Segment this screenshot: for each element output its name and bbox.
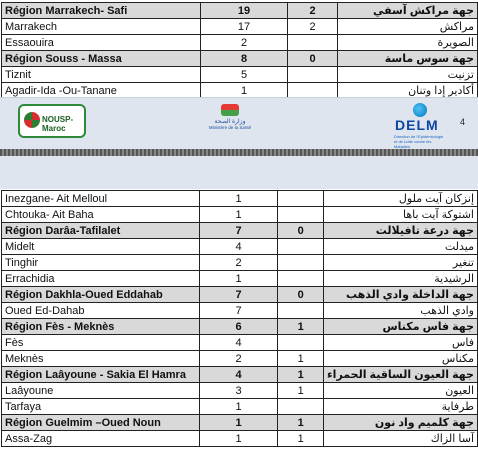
nousp-ring-icon — [24, 112, 40, 128]
place-name-cell: Inezgane- Ait Melloul — [2, 191, 200, 207]
deaths-cell — [278, 271, 324, 287]
deaths-cell: 2 — [288, 19, 338, 35]
page-separator — [0, 149, 478, 156]
place-name-ar-cell: جهة سوس ماسة — [338, 51, 478, 67]
region-row — [2, 415, 478, 431]
region-row — [2, 51, 478, 67]
place-name-cell: Région Darâa-Tafilalet — [2, 223, 200, 239]
deaths-cell — [288, 67, 338, 83]
page-header — [0, 156, 478, 189]
deaths-cell: 1 — [278, 415, 324, 431]
place-name-ar-cell: الرشيدية — [324, 271, 478, 287]
place-name-ar-cell: جهة مراكش آسفي — [338, 3, 478, 19]
place-name-ar-cell: جهة الداخلة وادي الذهب — [324, 287, 478, 303]
city-row — [2, 207, 478, 223]
place-name-ar-cell: مكناس — [324, 351, 478, 367]
total-cases-cell: 2 — [201, 35, 288, 51]
total-cases-cell: 7 — [199, 223, 278, 239]
place-name-ar-cell: جهة كلميم واد نون — [324, 415, 478, 431]
city-row — [2, 255, 478, 271]
city-row — [2, 67, 478, 83]
total-cases-cell: 1 — [199, 191, 278, 207]
ministry-emblem-icon — [221, 104, 239, 116]
place-name-ar-cell: تنغير — [324, 255, 478, 271]
city-row — [2, 351, 478, 367]
deaths-cell — [278, 255, 324, 271]
place-name-cell: Errachidia — [2, 271, 200, 287]
total-cases-cell: 4 — [199, 335, 278, 351]
city-row — [2, 35, 478, 51]
delm-logo-subtitle: Direction de l'Epidémiologie et de Lutte contre les Maladies — [394, 134, 444, 149]
city-row — [2, 383, 478, 399]
deaths-cell — [278, 207, 324, 223]
nousp-logo-text: NOUSP-Maroc — [42, 115, 74, 133]
delm-globe-icon — [413, 103, 427, 117]
total-cases-cell: 6 — [199, 319, 278, 335]
total-cases-cell: 1 — [201, 83, 288, 99]
city-row — [2, 335, 478, 351]
total-cases-cell: 7 — [199, 287, 278, 303]
total-cases-cell: 5 — [201, 67, 288, 83]
nousp-maroc-logo — [18, 104, 86, 138]
place-name-cell: Essaouira — [2, 35, 201, 51]
total-cases-cell: 4 — [199, 367, 278, 383]
place-name-ar-cell: فاس — [324, 335, 478, 351]
city-row — [2, 239, 478, 255]
cases-table-top — [1, 2, 478, 99]
deaths-cell: 1 — [278, 383, 324, 399]
place-name-cell: Chtouka- Ait Baha — [2, 207, 200, 223]
deaths-cell: 2 — [288, 3, 338, 19]
city-row — [2, 431, 478, 447]
place-name-ar-cell: إنزكان آيت ملول — [324, 191, 478, 207]
total-cases-cell: 8 — [201, 51, 288, 67]
place-name-ar-cell: جهة درعة تافيلالت — [324, 223, 478, 239]
place-name-cell: Région Fès - Meknès — [2, 319, 200, 335]
total-cases-cell: 17 — [201, 19, 288, 35]
place-name-cell: Midelt — [2, 239, 200, 255]
place-name-cell: Meknès — [2, 351, 200, 367]
place-name-cell: Oued Ed-Dahab — [2, 303, 200, 319]
region-row — [2, 287, 478, 303]
ministry-of-health-logo — [207, 104, 253, 144]
place-name-ar-cell: آسا الزاك — [324, 431, 478, 447]
city-row — [2, 271, 478, 287]
ministry-name-fr: Ministère de la Santé — [208, 125, 252, 130]
place-name-cell: Tinghir — [2, 255, 200, 271]
city-row — [2, 19, 478, 35]
place-name-cell: Région Dakhla-Oued Eddahab — [2, 287, 200, 303]
place-name-ar-cell: جهة فاس مكناس — [324, 319, 478, 335]
place-name-cell: Laâyoune — [2, 383, 200, 399]
deaths-cell — [278, 239, 324, 255]
place-name-ar-cell: العيون — [324, 383, 478, 399]
region-row — [2, 319, 478, 335]
deaths-cell: 0 — [278, 223, 324, 239]
place-name-cell: Agadir-Ida -Ou-Tanane — [2, 83, 201, 99]
deaths-cell: 1 — [278, 367, 324, 383]
total-cases-cell: 1 — [199, 271, 278, 287]
region-row — [2, 223, 478, 239]
total-cases-cell: 7 — [199, 303, 278, 319]
city-row — [2, 303, 478, 319]
place-name-cell: Tarfaya — [2, 399, 200, 415]
ministry-name-ar: وزارة الصحة — [214, 119, 246, 125]
total-cases-cell: 1 — [199, 415, 278, 431]
place-name-ar-cell: أكادير إدا وتنان — [338, 83, 478, 99]
place-name-ar-cell: مراكش — [338, 19, 478, 35]
region-row — [2, 367, 478, 383]
place-name-cell: Marrakech — [2, 19, 201, 35]
deaths-cell: 1 — [278, 319, 324, 335]
deaths-cell: 0 — [288, 51, 338, 67]
place-name-ar-cell: الصويرة — [338, 35, 478, 51]
deaths-cell — [278, 335, 324, 351]
place-name-cell: Région Souss - Massa — [2, 51, 201, 67]
place-name-cell: Assa-Zag — [2, 431, 200, 447]
city-row — [2, 191, 478, 207]
place-name-cell: Région Laâyoune - Sakia El Hamra — [2, 367, 200, 383]
deaths-cell — [278, 191, 324, 207]
place-name-cell: Région Guelmim –Oued Noun — [2, 415, 200, 431]
place-name-cell: Fès — [2, 335, 200, 351]
page-number: 4 — [460, 117, 466, 127]
place-name-ar-cell: اشتوكة آيت باها — [324, 207, 478, 223]
place-name-ar-cell: جهة العيون الساقية الحمراء — [324, 367, 478, 383]
cases-table-bottom — [1, 190, 478, 447]
total-cases-cell: 1 — [199, 207, 278, 223]
total-cases-cell: 1 — [199, 399, 278, 415]
place-name-ar-cell: ميدلت — [324, 239, 478, 255]
region-row — [2, 3, 478, 19]
city-row — [2, 399, 478, 415]
delm-logo — [393, 103, 447, 149]
deaths-cell — [288, 35, 338, 51]
deaths-cell — [278, 399, 324, 415]
total-cases-cell: 3 — [199, 383, 278, 399]
place-name-ar-cell: تزنيت — [338, 67, 478, 83]
total-cases-cell: 1 — [199, 431, 278, 447]
total-cases-cell: 19 — [201, 3, 288, 19]
place-name-ar-cell: طرفاية — [324, 399, 478, 415]
place-name-ar-cell: وادي الذهب — [324, 303, 478, 319]
total-cases-cell: 2 — [199, 255, 278, 271]
delm-logo-text: DELM — [395, 117, 439, 133]
place-name-cell: Tiznit — [2, 67, 201, 83]
total-cases-cell: 4 — [199, 239, 278, 255]
deaths-cell — [278, 303, 324, 319]
place-name-cell: Région Marrakech- Safi — [2, 3, 201, 19]
deaths-cell: 1 — [278, 351, 324, 367]
total-cases-cell: 2 — [199, 351, 278, 367]
deaths-cell: 1 — [278, 431, 324, 447]
deaths-cell: 0 — [278, 287, 324, 303]
